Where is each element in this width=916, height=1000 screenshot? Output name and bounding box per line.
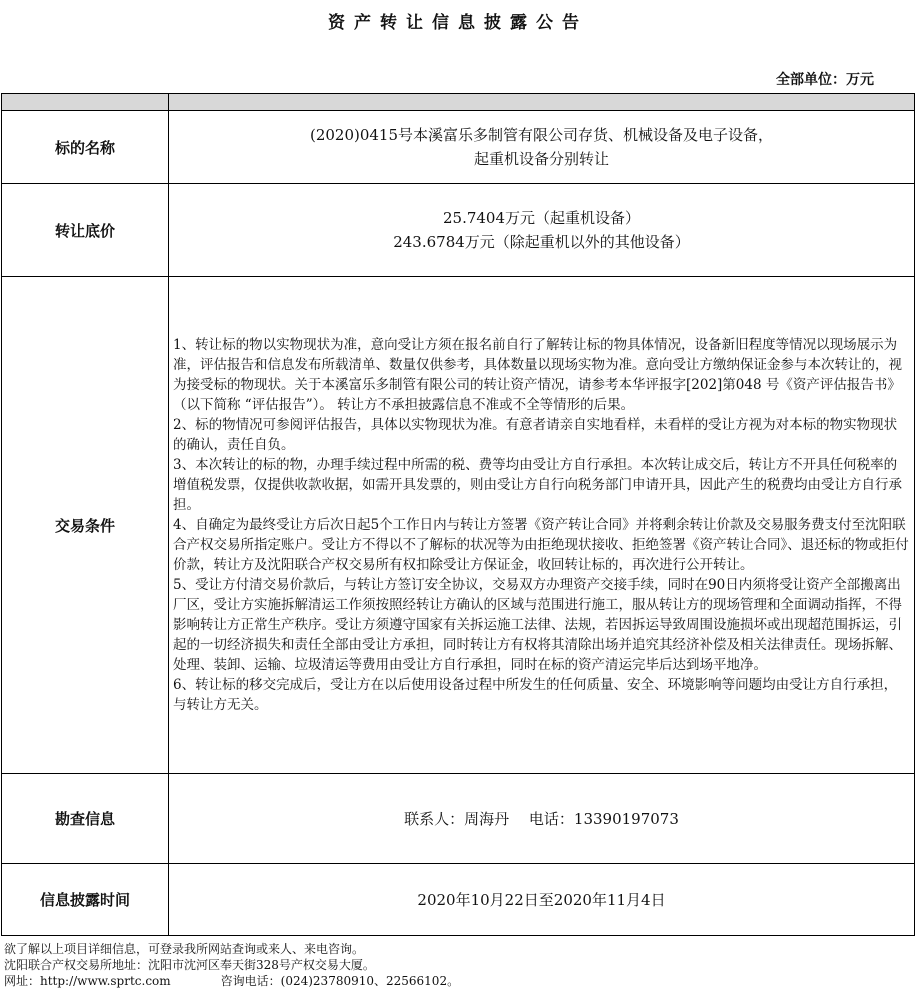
label-price: 转让底价 [2,184,169,277]
header-cell-right [169,94,915,111]
footer-line-2: 沈阳联合产权交易所地址：沈阳市沈河区奉天街328号产权交易大厦。 [4,958,375,972]
condition-item: 6、转让标的移交完成后，受让方在以后使用设备过程中所发生的任何质量、安全、环境影响等问题均由受让方自行承担，与转让方无关。 [173,677,898,713]
condition-item: 2、标的物情况可参阅评估报告，具体以实物现状为准。有意者请亲自实地看样，未看样的受让方视为对本标的物实物现状的确认，责任自负。 [173,417,898,453]
disclosure-table [1,93,915,936]
value-disclosure: 2020年10月22日至2020年11月4日 [169,864,915,936]
header-cell-left [2,94,169,111]
condition-item: 3、本次转让的标的物，办理手续过程中所需的税、费等均由受让方自行承担。本次转让成交后，转让方不开具任何税率的增值税发票，仅提供收款收据，如需开具发票的，则由受让方自行向税务部门申请开具，因此产生的税费均由受让方自行承担。 [173,457,902,513]
footer-line-1: 欲了解以上项目详细信息，可登录我所网站查询或来人、来电咨询。 [4,942,365,956]
row-name [2,111,915,184]
row-price [2,184,915,277]
label-name: 标的名称 [2,111,169,184]
name-line-1: (2020)0415号本溪富乐多制管有限公司存货、机械设备及电子设备， [309,126,774,144]
value-inspection: 联系人：周海丹 电话：13390197073 [169,774,915,864]
row-conditions [2,277,915,774]
value-price [169,184,915,277]
label-conditions: 交易条件 [2,277,169,774]
footer-line-3 [4,973,459,989]
footer-website: 网址：http://www.sprtc.com [4,974,171,988]
price-line-1: 25.7404万元（起重机设备） [442,209,641,227]
footer-notes [4,941,459,989]
price-line-2: 243.6784万元（除起重机以外的其他设备） [393,233,690,251]
row-disclosure [2,864,915,936]
condition-item: 5、受让方付清交易价款后，与转让方签订安全协议，交易双方办理资产交接手续，同时在90日内须将受让资产全部搬离出厂区，受让方实施拆解清运工作须按照经转让方确认的区域与范围进行施工，服从转让方的现场管理和全面调动指挥，不得影响转让方正常生产秩序。受让方须遵守国家有关拆运施工法律、法规，若因拆运导致周围设施损坏或出现超范围拆运，引起的一切经济损失和责任全部由受让方承担，同时转让方有权将其清除出场并追究其经济补偿及相关法律责任。现场拆解、处理、装卸、运输、垃圾清运等费用由受让方自行承担，同时在标的资产清运完毕后达到场平地净。 [173,577,902,673]
page-title: 资产转让信息披露公告 [328,13,588,33]
value-conditions [169,277,915,774]
value-name [169,111,915,184]
condition-item: 4、自确定为最终受让方后次日起5个工作日内与转让方签署《资产转让合同》并将剩余转让价款及交易服务费支付至沈阳联合产权交易所指定账户。受让方不得以不了解标的状况等为由拒绝现状接收、拒绝签署《资产转让合同》、退还标的物或拒付价款，转让方及沈阳联合产权交易所有权扣除受让方保证金，收回转让标的，再次进行公开转让。 [173,517,909,573]
label-disclosure: 信息披露时间 [2,864,169,936]
condition-item: 1、转让标的物以实物现状为准，意向受让方须在报名前自行了解转让标的物具体情况，设备新旧程度等情况以现场展示为准，评估报告和信息发布所载清单、数量仅供参考，具体数量以现场实物为准。意向受让方缴纳保证金参与本次转让的，视为接受标的物现状。关于本溪富乐多制管有限公司的转让资产情况，请参考本华评报字[202]第048 号《资产评估报告书》（以下简称 “评估报告”）。 转让方不承担披露信息不准或不全等情形的后果。 [173,337,902,413]
row-inspection [2,774,915,864]
label-inspection: 勘查信息 [2,774,169,864]
table-header-row [2,94,915,111]
footer-phone: 咨询电话：(024)23780910、22566102。 [220,974,460,988]
name-line-2: 起重机设备分别转让 [473,150,609,168]
unit-note: 全部单位：万元 [776,72,874,88]
